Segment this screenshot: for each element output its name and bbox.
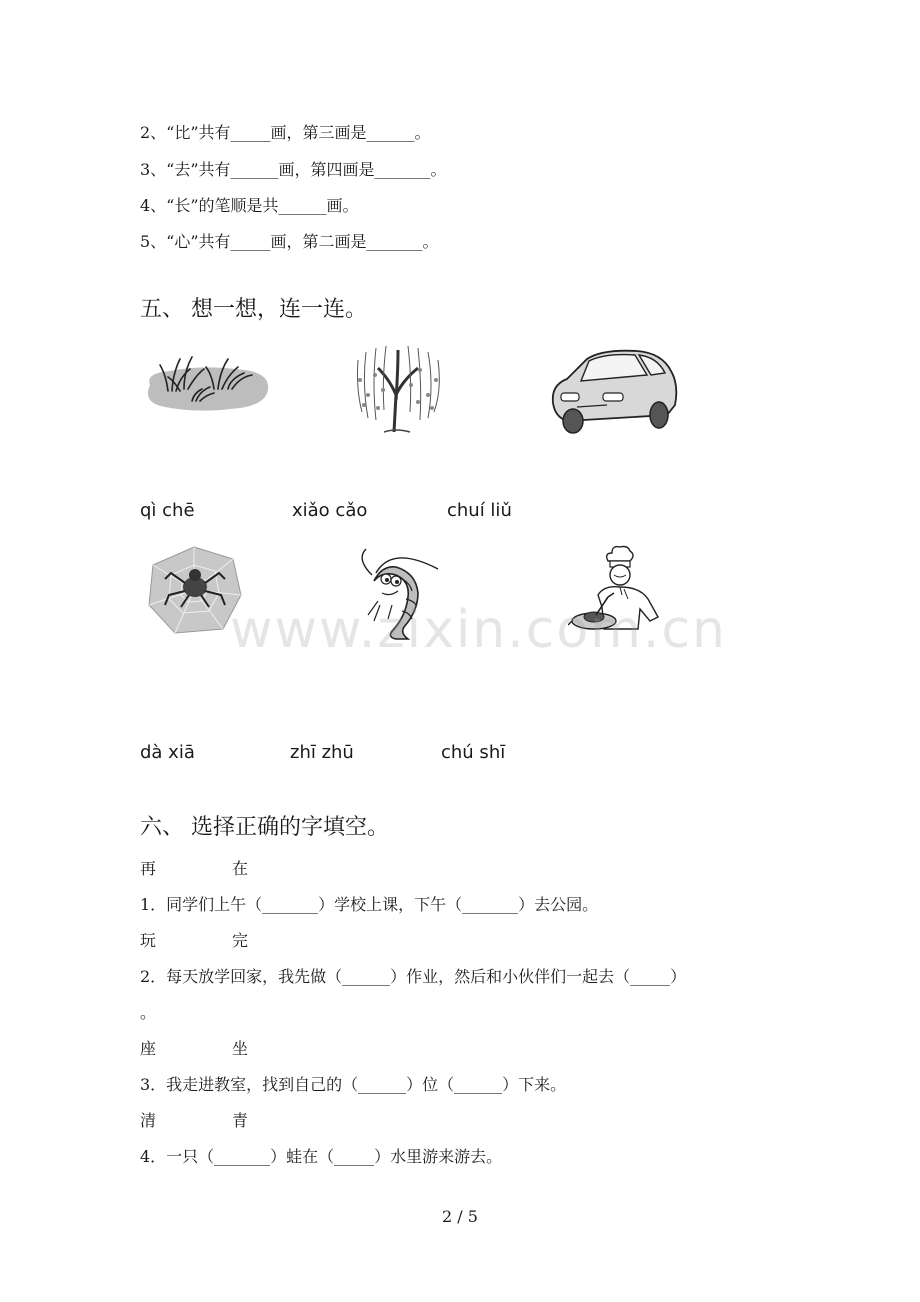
spider-web-icon	[145, 545, 243, 635]
pinyin-chuiliu: chuí liǔ	[447, 500, 512, 521]
stroke-question-4: 4、“长”的笔顺是共______画。	[140, 196, 359, 215]
pinyin-xiaocao: xiǎo cǎo	[292, 500, 368, 521]
choice-wan-play: 玩	[140, 931, 157, 950]
sentence-2-continuation: 。	[140, 1003, 157, 1022]
pinyin-qiche: qì chē	[140, 500, 195, 521]
sentence-3: 3．我走进教室，找到自己的（______）位（______）下来。	[140, 1075, 567, 1094]
choice-zuo-seat: 座	[140, 1039, 157, 1058]
choice-wan-finish: 完	[232, 931, 249, 950]
stroke-question-3: 3、“去”共有______画，第四画是_______。	[140, 160, 447, 179]
stroke-question-5: 5、“心”共有_____画，第二画是_______。	[140, 232, 439, 251]
pinyin-chushi: chú shī	[441, 742, 506, 763]
grass-icon	[140, 345, 275, 415]
choice-zai-again: 再	[140, 859, 157, 878]
sentence-1: 1．同学们上午（_______）学校上课，下午（_______）去公园。	[140, 895, 599, 914]
sentence-4: 4．一只（_______）蛙在（_____）水里游来游去。	[140, 1147, 503, 1166]
section-6-title: 六、 选择正确的字填空。	[140, 815, 389, 840]
choice-zuo-sit: 坐	[232, 1039, 249, 1058]
willow-tree-icon	[348, 340, 448, 435]
watermark: www.zixin.com.cn	[230, 600, 727, 660]
choice-qing-green: 青	[232, 1111, 249, 1130]
stroke-question-2: 2、“比”共有_____画，第三画是______。	[140, 123, 431, 142]
page-number: 2 / 5	[442, 1207, 478, 1226]
choice-qing-clear: 清	[140, 1111, 157, 1130]
sentence-2: 2．每天放学回家，我先做（______）作业，然后和小伙伴们一起去（_____）	[140, 967, 687, 986]
pinyin-daxia: dà xiā	[140, 742, 195, 763]
car-icon	[547, 345, 682, 437]
choice-zai-at: 在	[232, 859, 249, 878]
section-5-title: 五、 想一想，连一连。	[140, 297, 367, 322]
pinyin-zhizhu: zhī zhū	[290, 742, 354, 763]
